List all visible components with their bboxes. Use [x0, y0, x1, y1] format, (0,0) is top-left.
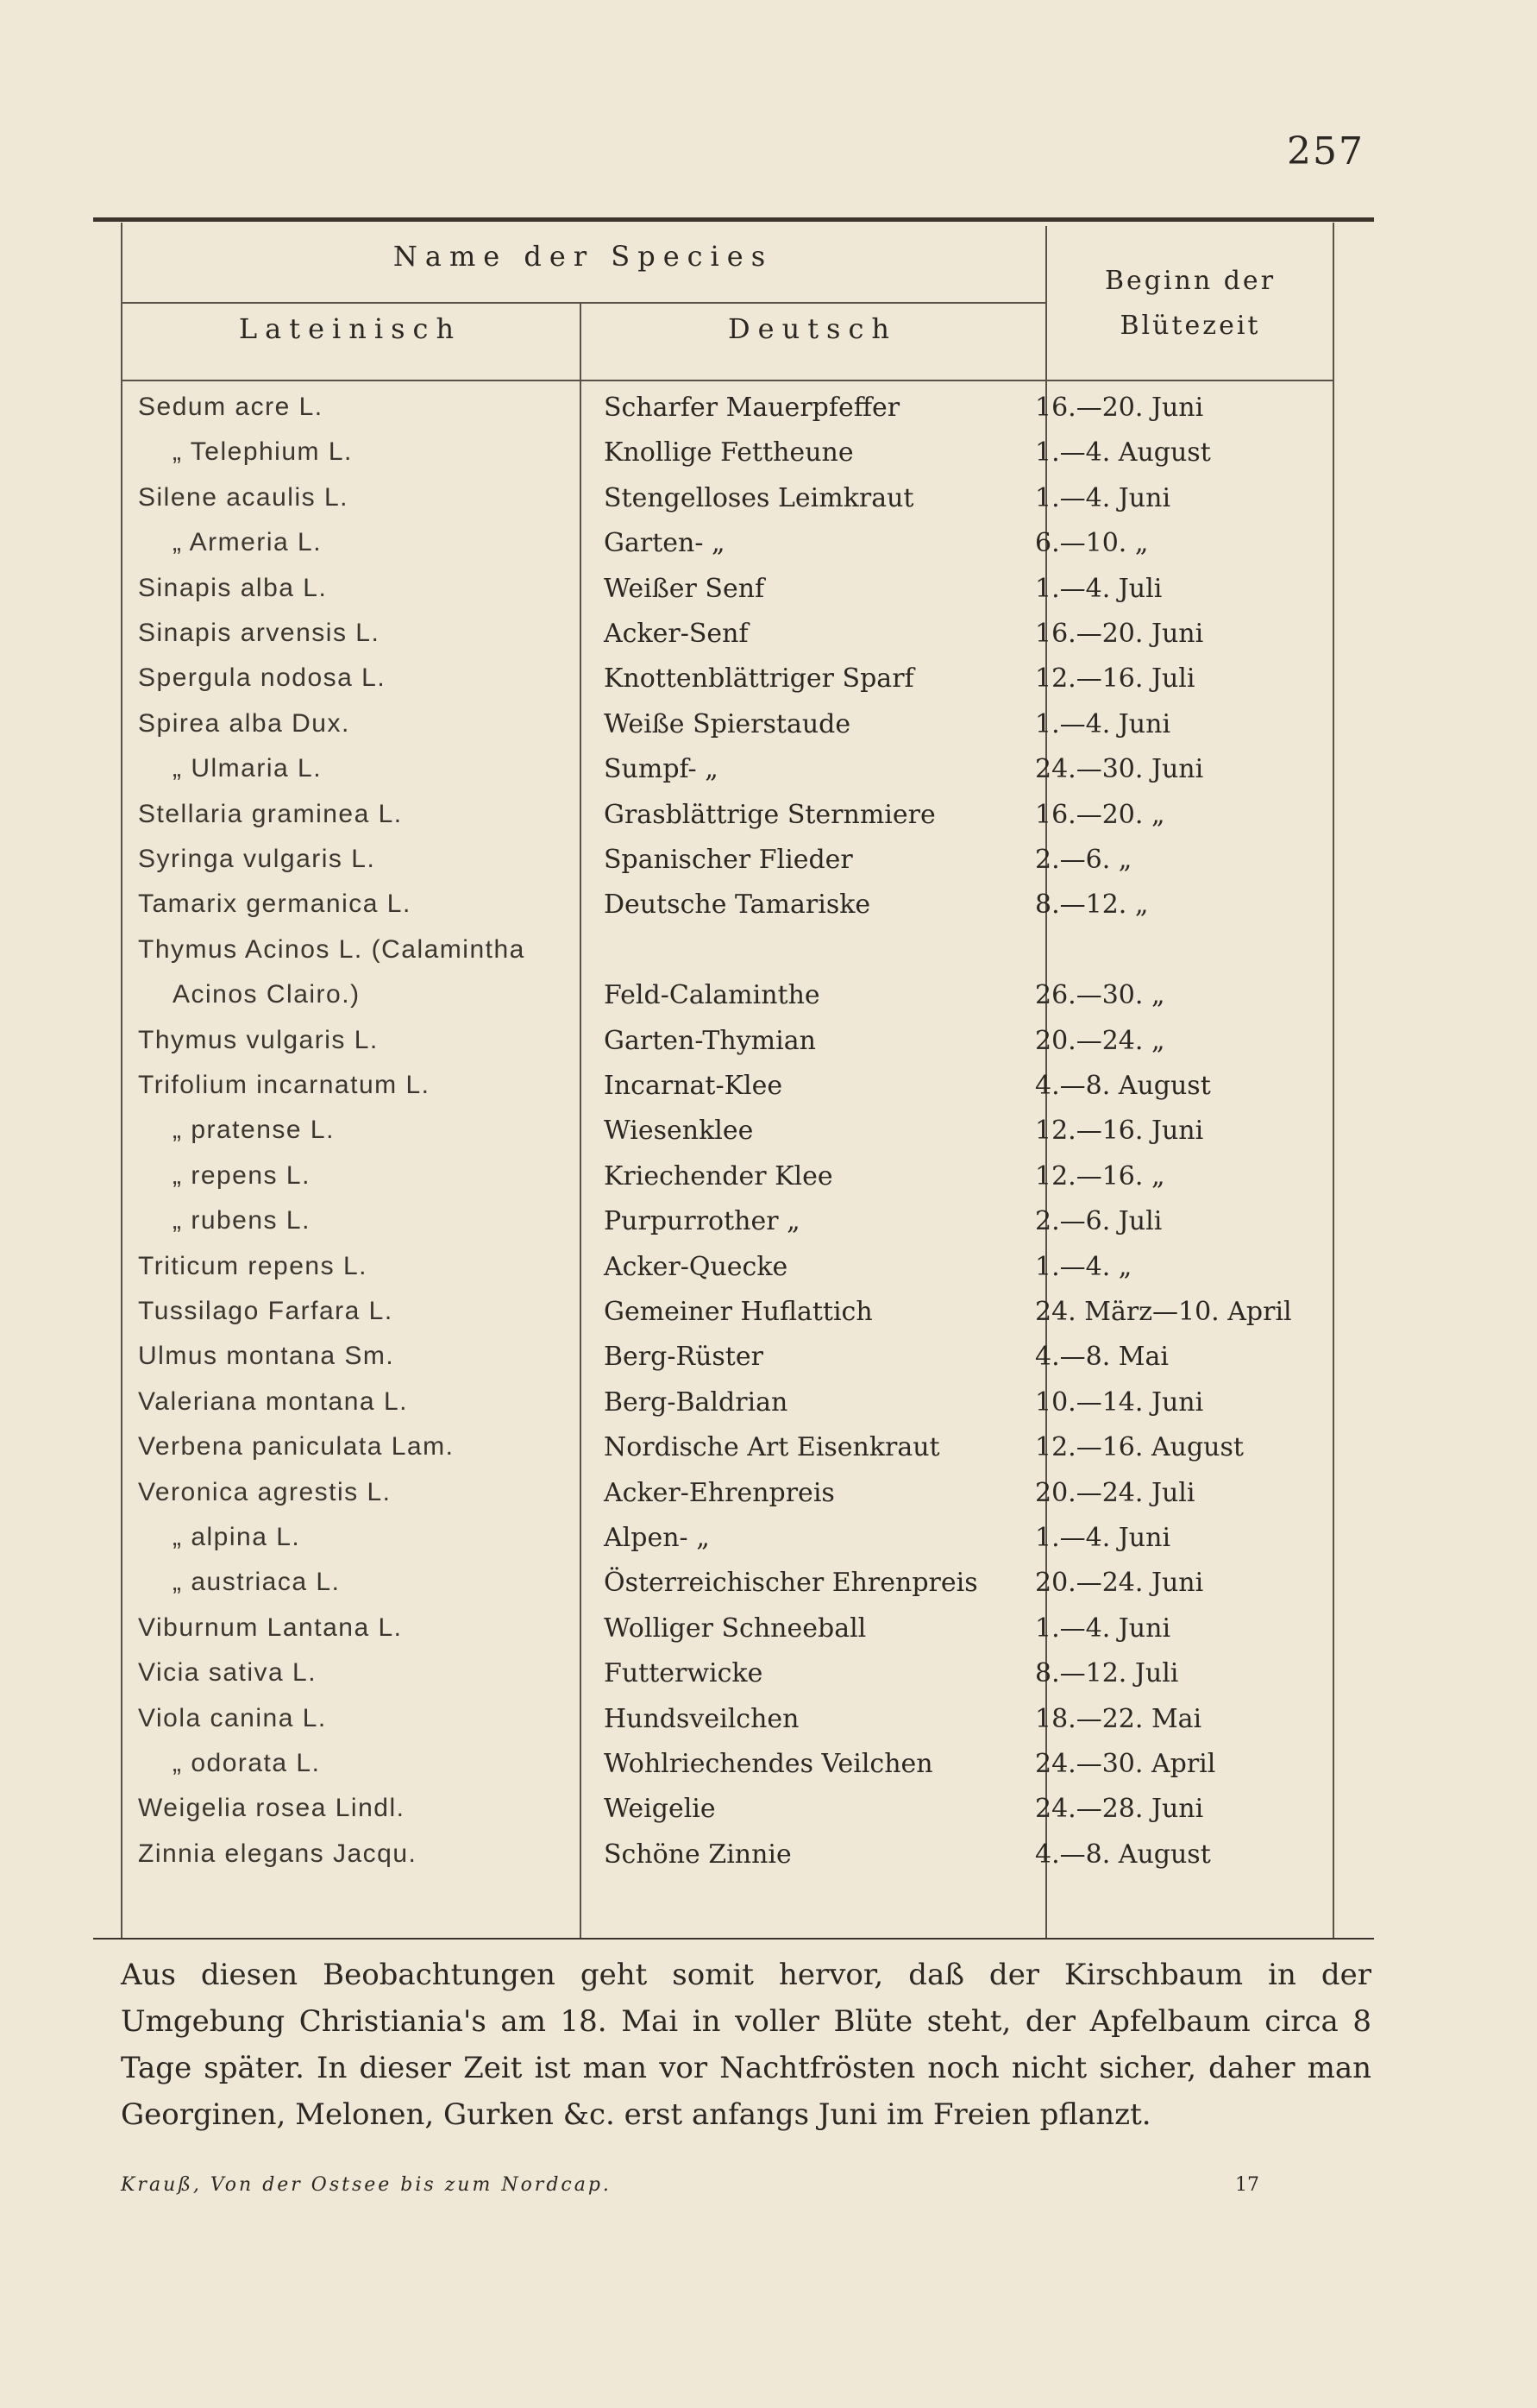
table-row — [121, 1161, 1389, 1206]
bloom-period: 4.—8. Mai — [1035, 1342, 1169, 1373]
species-latin-name: Triticum repens L. — [138, 1251, 367, 1280]
bloom-period: 1.—4. Juli — [1035, 573, 1163, 604]
species-latin-name: Viburnum Lantana L. — [138, 1613, 403, 1642]
bloom-period: 8.—12. Juli — [1035, 1658, 1179, 1689]
table-row — [121, 845, 1389, 890]
species-latin-name: Zinnia elegans Jacqu. — [138, 1839, 417, 1868]
bloom-period: 24.—30. April — [1035, 1749, 1216, 1779]
species-latin-name: Sinapis arvensis L. — [138, 619, 380, 647]
bloom-period: 6.—10. „ — [1035, 528, 1149, 559]
species-german-name: Berg-Rüster — [604, 1342, 763, 1373]
table-row — [121, 1613, 1389, 1658]
species-latin-name: „ pratense L. — [173, 1116, 335, 1145]
bloom-period: 16.—20. „ — [1035, 799, 1165, 830]
species-german-name: Wohlriechendes Veilchen — [604, 1749, 933, 1779]
species-german-name: Garten-Thymian — [604, 1025, 816, 1056]
table-row — [121, 1206, 1389, 1251]
bloom-period: 1.—4. Juni — [1035, 1523, 1171, 1553]
species-german-name: Acker-Ehrenpreis — [604, 1477, 835, 1508]
species-latin-name: Tussilago Farfara L. — [138, 1297, 393, 1325]
table-row — [121, 1794, 1389, 1839]
species-german-name: Stengelloses Leimkraut — [604, 482, 914, 513]
table-row — [121, 980, 1389, 1025]
species-german-name: Scharfer Mauerpfeffer — [604, 393, 900, 423]
species-german-name: Knottenblättriger Sparf — [604, 663, 914, 695]
bloom-period: 16.—20. Juni — [1035, 393, 1204, 423]
header-species: Name der Species — [392, 240, 774, 273]
top-rule — [93, 217, 1374, 222]
bloom-period: 2.—6. „ — [1035, 845, 1132, 875]
species-latin-name: Sinapis alba L. — [138, 573, 328, 602]
bloom-period: 8.—12. „ — [1035, 890, 1149, 921]
bloom-period: 4.—8. August — [1035, 1071, 1211, 1101]
table-row — [121, 1749, 1389, 1794]
species-german-name: Schöne Zinnie — [604, 1839, 792, 1870]
species-german-name: Knollige Fettheune — [604, 437, 854, 468]
species-latin-name: Spirea alba Dux. — [138, 708, 350, 738]
bloom-period: 1.—4. Juni — [1035, 482, 1171, 513]
table-row — [121, 1297, 1389, 1342]
table-row — [121, 574, 1389, 619]
table-row — [121, 935, 1389, 980]
species-german-name: Purpurrother „ — [604, 1206, 800, 1237]
table-row — [121, 890, 1389, 934]
header-german: Deutsch — [727, 312, 897, 345]
species-german-name: Garten- „ — [604, 528, 725, 559]
bloom-period: 16.—20. Juni — [1035, 619, 1204, 649]
table-row — [121, 1839, 1389, 1884]
species-german-name: Berg-Baldrian — [604, 1386, 788, 1418]
header-divider-body — [121, 380, 1333, 381]
bloom-period: 1.—4. August — [1035, 437, 1211, 468]
species-latin-name: Spergula nodosa L. — [138, 663, 386, 693]
species-german-name: Wolliger Schneeball — [604, 1613, 867, 1644]
species-latin-name: „ alpina L. — [173, 1523, 301, 1551]
species-latin-name: Verbena paniculata Lam. — [138, 1432, 455, 1462]
table-row — [121, 1026, 1389, 1071]
body-paragraph: Aus diesen Beobachtungen geht somit hervor, daß der Kirschbaum in der Umgebung Christiania's am 18. Mai in voller Blüte steht, der Apfelbaum circa 8 Tage später. In dieser Zeit ist man vor Nachtfrösten noch nicht sicher, daher man Georginen, Melonen, Gurken &c. erst anfangs Juni im Freien pflanzt. — [121, 1958, 1371, 2132]
table-row — [121, 1704, 1389, 1749]
table-row — [121, 1387, 1389, 1432]
species-german-name: Nordische Art Eisenkraut — [604, 1432, 940, 1463]
species-latin-name: Ulmus montana Sm. — [138, 1342, 395, 1371]
bloom-period: 12.—16. Juni — [1035, 1116, 1204, 1147]
table-row — [121, 528, 1389, 573]
header-bloom: Beginn der Blütezeit — [1104, 266, 1277, 341]
species-latin-name: Stellaria graminea L. — [138, 799, 403, 828]
page-number: 257 — [1287, 129, 1364, 173]
bottom-rule — [93, 1938, 1374, 1940]
species-latin-name: „ Armeria L. — [173, 528, 323, 557]
header-divider-sub — [121, 302, 1045, 304]
bloom-period: 24.—28. Juni — [1035, 1794, 1204, 1825]
species-latin-name: Thymus vulgaris L. — [138, 1025, 379, 1054]
bloom-period: 10.—14. Juni — [1035, 1386, 1204, 1418]
bloom-period: 1.—4. Juni — [1035, 1613, 1171, 1644]
table-row — [121, 1432, 1389, 1477]
footer-citation: Krauß, Von der Ostsee bis zum Nordcap. — [121, 2174, 612, 2196]
footer — [121, 2174, 1259, 2196]
species-latin-name: Acinos Clairo.) — [173, 980, 361, 1009]
table-row — [121, 437, 1389, 482]
table-row — [121, 1568, 1389, 1613]
table-row — [121, 1658, 1389, 1703]
bloom-period: 20.—24. Juni — [1035, 1568, 1204, 1599]
species-german-name: Incarnat-Klee — [604, 1071, 783, 1101]
table-row — [121, 663, 1389, 708]
species-latin-name: „ austriaca L. — [173, 1568, 341, 1597]
species-latin-name: „ rubens L. — [173, 1206, 311, 1235]
species-latin-name: Trifolium incarnatum L. — [138, 1071, 430, 1099]
species-latin-name: „ Telephium L. — [173, 437, 353, 467]
species-latin-name: Sedum acre L. — [138, 393, 323, 421]
table-row — [121, 483, 1389, 528]
bloom-period: 24.—30. Juni — [1035, 754, 1204, 785]
species-latin-name: Vicia sativa L. — [138, 1658, 317, 1688]
species-german-name: Futterwicke — [604, 1658, 763, 1689]
species-german-name: Gemeiner Huflattich — [604, 1297, 873, 1327]
species-german-name: Wiesenklee — [604, 1116, 754, 1147]
table-row — [121, 1252, 1389, 1297]
table-row — [121, 1523, 1389, 1568]
bloom-period: 12.—16. „ — [1035, 1160, 1165, 1191]
bloom-period: 12.—16. August — [1035, 1432, 1244, 1463]
bloom-period: 12.—16. Juli — [1035, 663, 1195, 695]
bloom-period: 2.—6. Juli — [1035, 1206, 1163, 1237]
bloom-period: 20.—24. Juli — [1035, 1477, 1195, 1508]
species-latin-name: Syringa vulgaris L. — [138, 845, 376, 873]
species-latin-name: „ repens L. — [173, 1160, 311, 1190]
species-german-name: Weiße Spierstaude — [604, 708, 851, 739]
species-german-name: Grasblättrige Sternmiere — [604, 799, 936, 830]
species-latin-name: Viola canina L. — [138, 1703, 327, 1732]
species-latin-name: „ Ulmaria L. — [173, 754, 323, 783]
table-row — [121, 1116, 1389, 1160]
species-german-name: Sumpf- „ — [604, 754, 718, 785]
species-german-name: Acker-Quecke — [604, 1251, 788, 1282]
footer-signature-mark: 17 — [1235, 2174, 1259, 2196]
bloom-period: 4.—8. August — [1035, 1839, 1211, 1870]
species-german-name: Weigelie — [604, 1794, 716, 1825]
table-row — [121, 1342, 1389, 1386]
header-latin: Lateinisch — [238, 312, 462, 345]
table-row — [121, 393, 1389, 437]
bloom-period: 1.—4. Juni — [1035, 708, 1171, 739]
species-latin-name: Silene acaulis L. — [138, 482, 348, 512]
bloom-period: 1.—4. „ — [1035, 1251, 1132, 1282]
table-row — [121, 709, 1389, 754]
species-latin-name: Valeriana montana L. — [138, 1386, 408, 1416]
table-row — [121, 800, 1389, 845]
species-german-name: Weißer Senf — [604, 573, 765, 604]
bloom-period: 24. März—10. April — [1035, 1297, 1292, 1327]
bloom-period: 20.—24. „ — [1035, 1025, 1165, 1056]
bloom-period: 18.—22. Mai — [1035, 1703, 1202, 1734]
species-german-name: Alpen- „ — [604, 1523, 710, 1553]
species-german-name: Österreichischer Ehrenpreis — [604, 1568, 978, 1599]
bloom-period: 26.—30. „ — [1035, 980, 1165, 1011]
species-latin-name: Weigelia rosea Lindl. — [138, 1794, 405, 1823]
species-german-name: Acker-Senf — [604, 619, 749, 649]
species-german-name: Hundsveilchen — [604, 1703, 800, 1734]
species-latin-name: Tamarix germanica L. — [138, 890, 411, 919]
species-german-name: Kriechender Klee — [604, 1160, 833, 1191]
species-latin-name: Thymus Acinos L. (Calamintha — [138, 934, 525, 964]
table-row — [121, 1071, 1389, 1116]
species-german-name: Feld-Calaminthe — [604, 980, 820, 1011]
species-german-name: Deutsche Tamariske — [604, 890, 871, 921]
table-row — [121, 619, 1389, 663]
species-latin-name: Veronica agrestis L. — [138, 1477, 392, 1506]
table-row — [121, 1478, 1389, 1523]
table-row — [121, 754, 1389, 799]
species-german-name: Spanischer Flieder — [604, 845, 853, 875]
species-latin-name: „ odorata L. — [173, 1749, 321, 1777]
